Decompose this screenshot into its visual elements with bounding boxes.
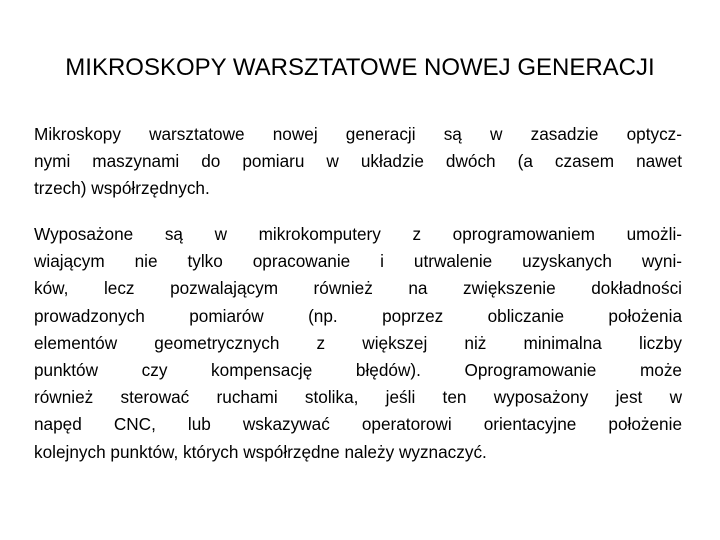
slide-title: MIKROSKOPY WARSZTATOWE NOWEJ GENERACJI (65, 54, 655, 81)
paragraph-details-line-9: kolejnych punktów, których współrzędne należy wyznaczyć. (34, 441, 487, 462)
paragraph-intro-line-3: trzech) współrzędnych. (34, 178, 210, 199)
paragraph-details-line-7: również sterować ruchami stolika, jeśli ten wyposażony jest w (34, 387, 682, 408)
paragraph-details-line-3: ków, lecz pozwalającym również na zwiększenie dokładności (34, 278, 682, 299)
paragraph-intro (34, 121, 682, 203)
paragraph-details-line-8: napęd CNC, lub wskazywać operatorowi orientacyjne położenie (34, 414, 682, 435)
paragraph-details-line-4: prowadzonych pomiarów (np. poprzez obliczanie położenia (34, 305, 682, 326)
paragraph-details (34, 221, 682, 466)
paragraph-intro-line-1: Mikroskopy warsztatowe nowej generacji są w zasadzie optycz- (34, 124, 682, 144)
paragraph-details-line-1: Wyposażone są w mikrokomputery z oprogramowaniem umożli- (34, 224, 682, 244)
paragraph-details-line-5: elementów geometrycznych z większej niż minimalna liczby (34, 332, 682, 353)
paragraph-details-line-6: punktów czy kompensację błędów). Oprogramowanie może (34, 360, 682, 381)
paragraph-intro-line-2: nymi maszynami do pomiaru w układzie dwóch (a czasem nawet (34, 151, 682, 172)
paragraph-details-line-2: wiającym nie tylko opracowanie i utrwalenie uzyskanych wyni- (34, 251, 682, 272)
